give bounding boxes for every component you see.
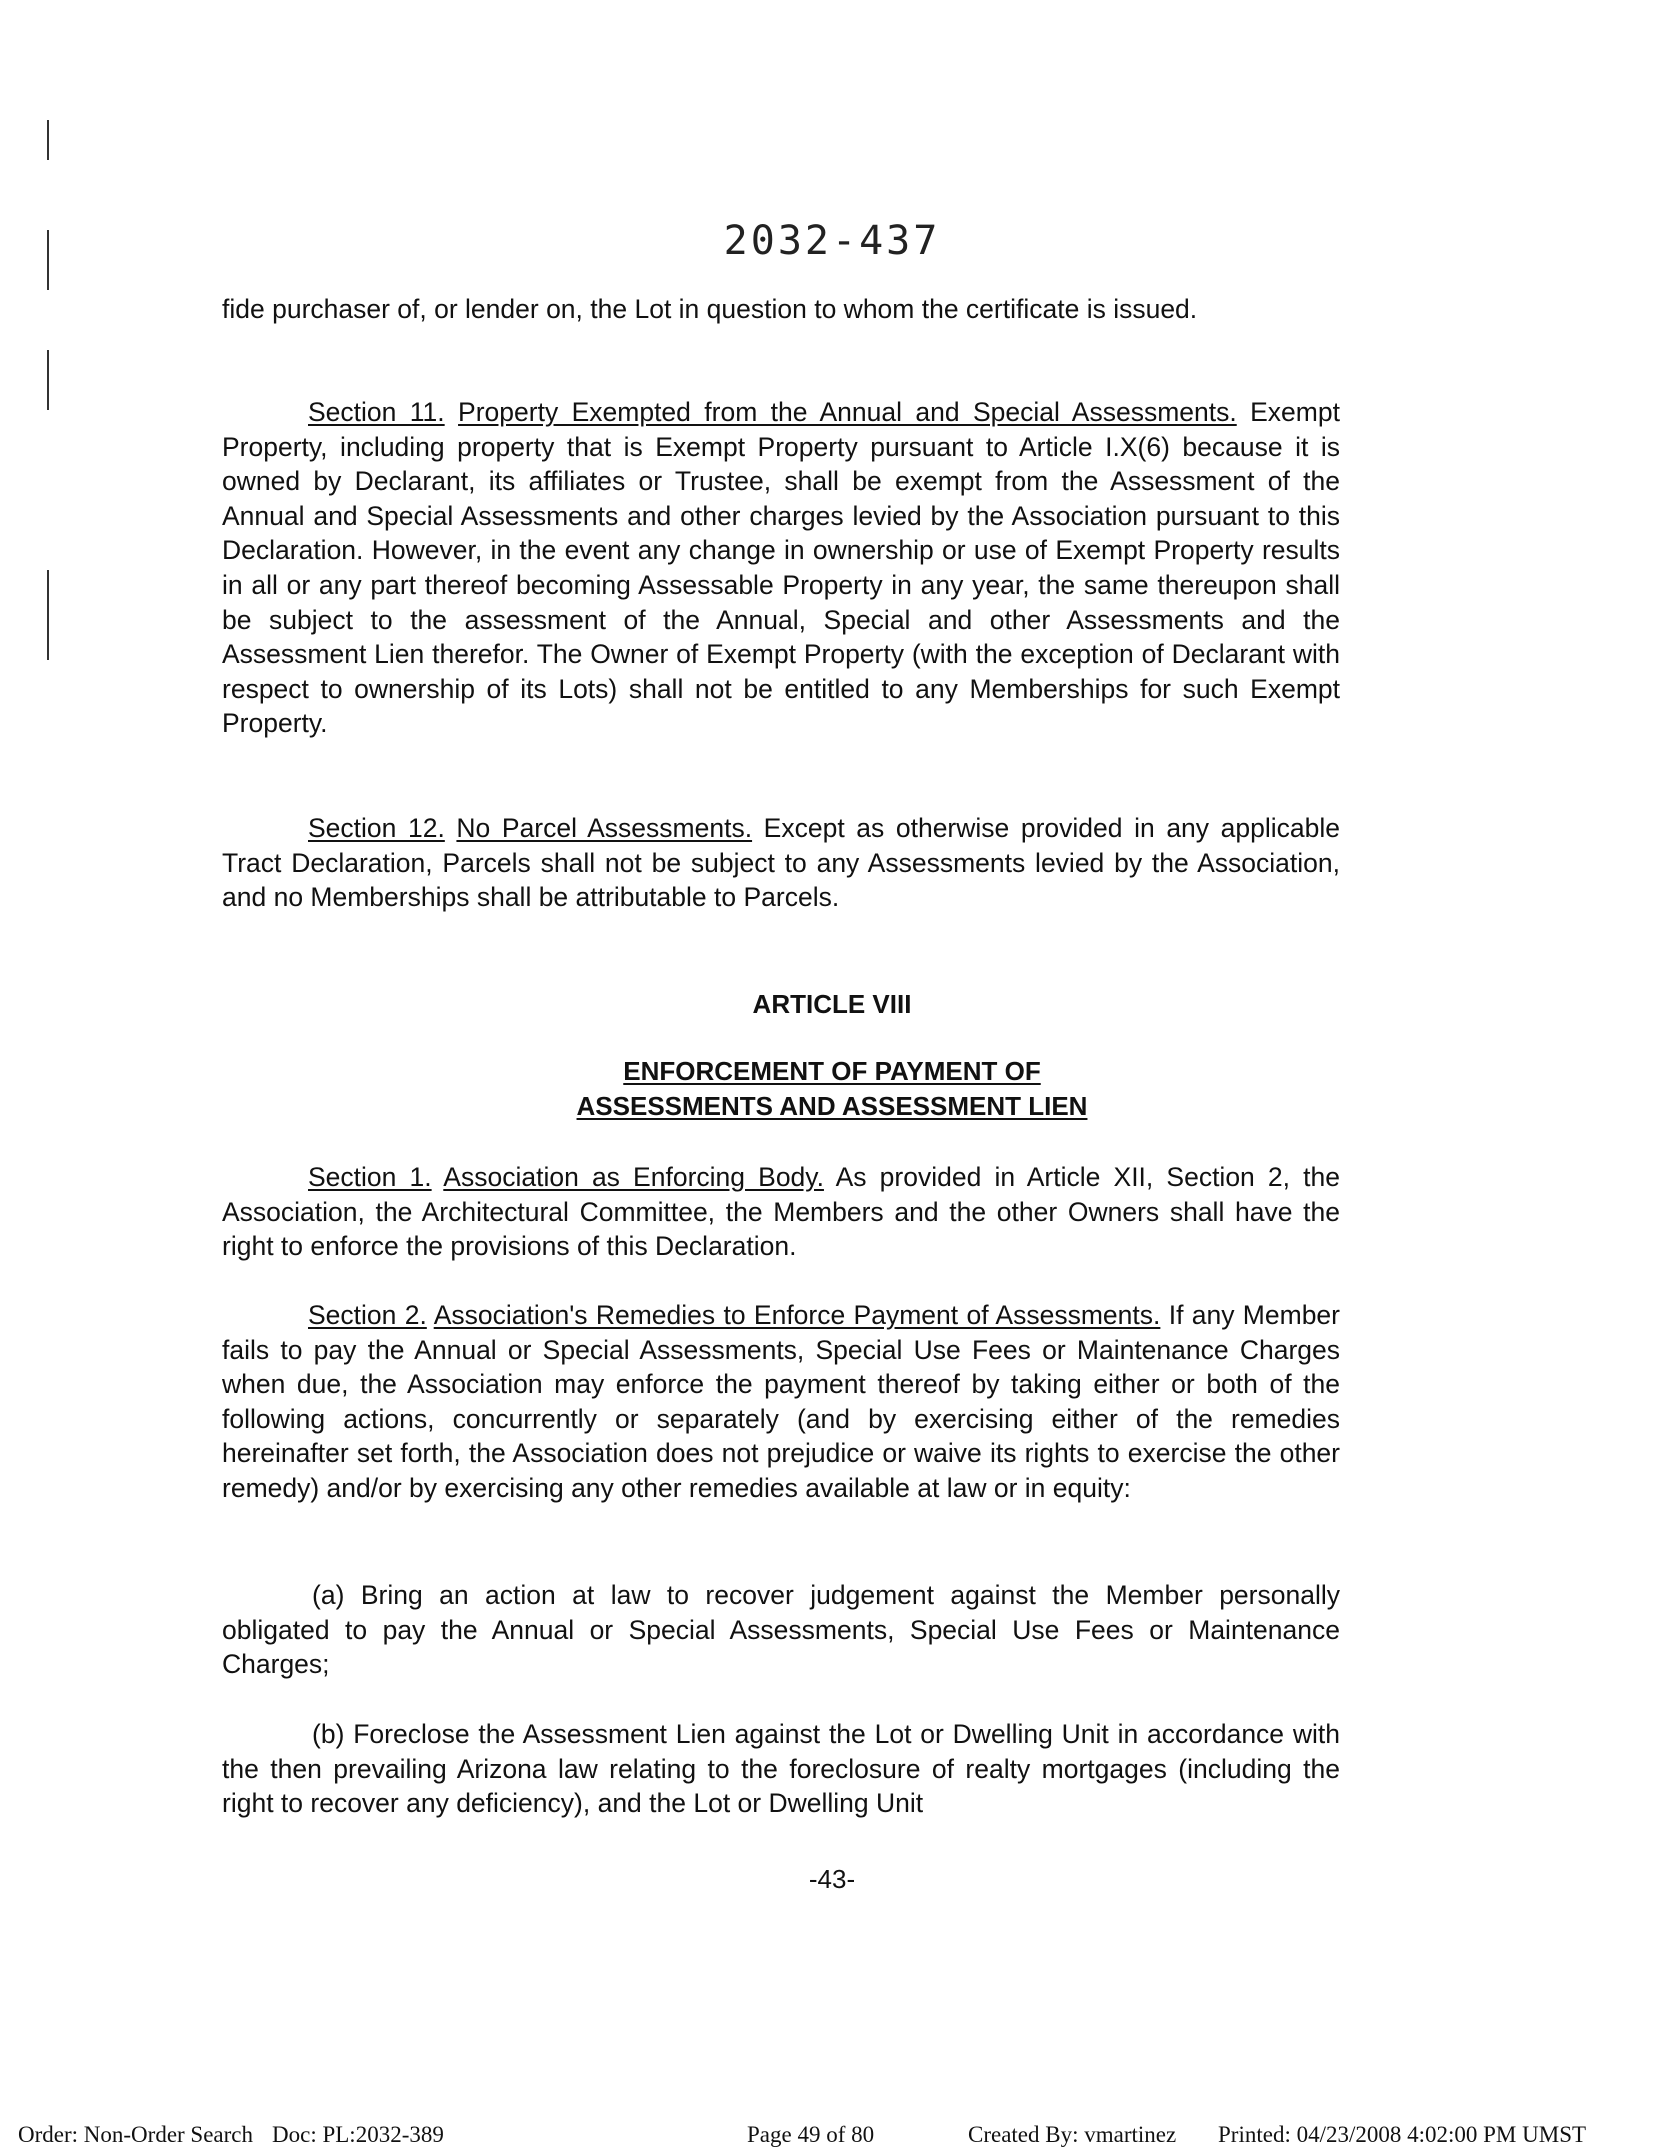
article-section-1-title: Association as Enforcing Body. [443, 1162, 824, 1192]
print-footer [0, 2122, 1664, 2152]
article-title-line-1: ENFORCEMENT OF PAYMENT OF [623, 1056, 1041, 1086]
section-11 [222, 395, 1340, 741]
scan-mark [47, 120, 49, 160]
article-section-1-heading: Section 1. [308, 1162, 432, 1192]
footer-doc: Doc: PL:2032-389 [272, 2122, 444, 2147]
section-12-heading: Section 12. [308, 813, 445, 843]
item-a-text: (a) Bring an action at law to recover judgement against the Member personally obligated to pay the Annual or Special Assessments, Special Use Fees or Maintenance Charges; [222, 1580, 1340, 1680]
section-11-title: Property Exempted from the Annual and Special Assessments. [458, 397, 1237, 427]
scan-mark [47, 570, 49, 660]
section-12-body: Except as otherwise provided in any applicable Tract Declaration, Parcels shall not be subject to any Assessments levied by the Association, and no Memberships shall be attributable to Parcels. [222, 813, 1340, 913]
footer-order: Order: Non-Order Search [18, 2122, 254, 2147]
article-section-2 [222, 1298, 1340, 1506]
article-title-line-2: ASSESSMENTS AND ASSESSMENT LIEN [576, 1091, 1088, 1121]
carryover-paragraph [222, 292, 1340, 327]
footer-printed: Printed: 04/23/2008 4:02:00 PM UMST [1218, 2122, 1587, 2147]
footer-created: Created By: vmartinez [968, 2122, 1177, 2147]
scan-mark [47, 350, 49, 410]
article-section-2-title: Association's Remedies to Enforce Payment of Assessments. [433, 1300, 1161, 1330]
carryover-text: fide purchaser of, or lender on, the Lot in question to whom the certificate is issued. [222, 294, 1198, 324]
article-section-2-body: If any Member fails to pay the Annual or Special Assessments, Special Use Fees or Maintenance Charges when due, the Association may enforce the payment thereof by taking either or both of the following actions, concurrently or separately (and by exercising either of the remedies hereinafter set forth, the Association does not prejudice or waive its rights to exercise the other remedy) and/or by exercising any other remedies available at law or in equity: [222, 1300, 1340, 1503]
item-a [222, 1578, 1340, 1682]
item-b [222, 1717, 1340, 1821]
section-11-heading: Section 11. [308, 397, 445, 427]
section-12 [222, 811, 1340, 915]
page-number: -43- [808, 1864, 856, 1894]
item-b-text: (b) Foreclose the Assessment Lien against the Lot or Dwelling Unit in accordance with the then prevailing Arizona law relating to the foreclosure of realty mortgages (including the right to recover any deficiency), and the Lot or Dwelling Unit [222, 1719, 1340, 1819]
article-number: ARTICLE VIII [752, 989, 912, 1019]
article-section-2-heading: Section 2. [308, 1300, 427, 1330]
book-page-number: 2032-437 [723, 218, 941, 264]
article-section-1-body: As provided in Article XII, Section 2, the Association, the Architectural Committee, the Members and the other Owners shall have the right to enforce the provisions of this Declaration. [222, 1162, 1340, 1262]
article-section-1 [222, 1160, 1340, 1264]
section-11-body: Exempt Property, including property that is Exempt Property pursuant to Article I.X(6) because it is owned by Declarant, its affiliates or Trustee, shall be exempt from the Assessment of the Annual and Special Assessments and other charges levied by the Association pursuant to this Declaration. However, in the event any change in ownership or use of Exempt Property results in all or any part thereof becoming Assessable Property in any year, the same thereupon shall be subject to the assessment of the Annual, Special and other Assessments and the Assessment Lien therefor. The Owner of Exempt Property (with the exception of Declarant with respect to ownership of its Lots) shall not be entitled to any Memberships for such Exempt Property. [222, 397, 1340, 739]
footer-page: Page 49 of 80 [747, 2122, 875, 2147]
section-12-title: No Parcel Assessments. [456, 813, 753, 843]
